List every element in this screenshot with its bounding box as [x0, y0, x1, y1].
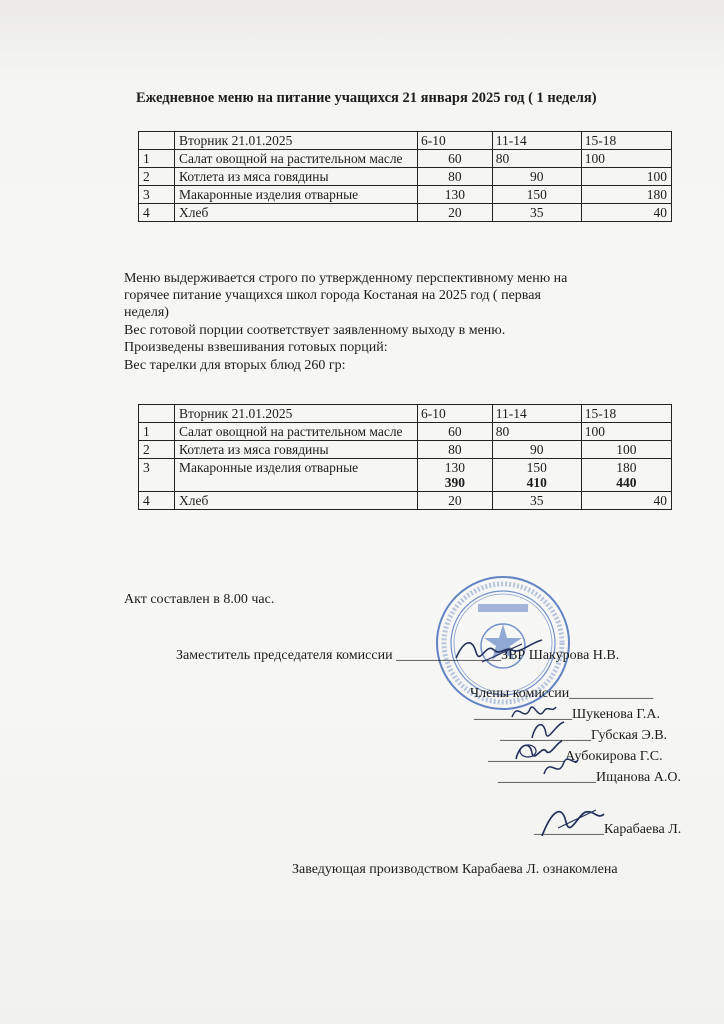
dish-name: Салат овощной на растительном масле [175, 423, 418, 441]
table-row [139, 423, 672, 441]
portion-11-14: 90 [492, 168, 581, 186]
row-number: 1 [139, 150, 175, 168]
member-signature [540, 752, 580, 782]
header-cell: Вторник 21.01.2025 [175, 132, 418, 150]
signature-line: _______________ [396, 648, 502, 663]
table-header-row [139, 132, 672, 150]
paragraph-line: Вес готовой порции соответствует заявленному выходу в меню. [124, 323, 506, 338]
member-name: Аубокирова Г.С. [565, 749, 663, 764]
table-header-row [139, 405, 672, 423]
signature-line: ______________ [474, 707, 572, 722]
portion-6-10 [418, 459, 493, 492]
paragraph-line: Вес тарелки для вторых блюд 260 гр: [124, 358, 346, 373]
members-label: Члены комиссии [470, 686, 570, 701]
portion-6-10: 80 [418, 168, 493, 186]
portion-15-18: 100 [581, 423, 671, 441]
members-row [470, 686, 653, 702]
member-row [498, 770, 681, 786]
row-number: 3 [139, 459, 175, 492]
portion-6-10: 60 [418, 423, 493, 441]
paragraph-line: горячее питание учащихся школ города Костаная на 2025 год ( первая [124, 288, 541, 303]
signature-line: ______________ [498, 770, 596, 785]
head-signature [538, 800, 608, 844]
portion-11-14 [492, 459, 581, 492]
portion-value: 130 [444, 460, 465, 475]
portion-15-18: 40 [581, 204, 671, 222]
portion-15-18: 100 [581, 441, 671, 459]
row-number: 2 [139, 441, 175, 459]
document-title: Ежедневное меню на питание учащихся 21 января 2025 год ( 1 неделя) [136, 90, 597, 106]
act-time: Акт составлен в 8.00 час. [124, 592, 275, 607]
deputy-role: Заместитель председателя комиссии [176, 648, 397, 663]
portion-11-14: 35 [492, 204, 581, 222]
table-row [139, 441, 672, 459]
header-cell [139, 405, 175, 423]
dish-name: Макаронные изделия отварные [175, 459, 418, 492]
portion-11-14: 150 [492, 186, 581, 204]
member-name: Ищанова А.О. [596, 770, 681, 785]
paragraph-line: Меню выдерживается строго по утвержденному перспективному меню на [124, 271, 568, 286]
portion-6-10: 20 [418, 492, 493, 510]
portion-6-10: 130 [418, 186, 493, 204]
header-cell: 15-18 [581, 405, 671, 423]
row-number: 1 [139, 423, 175, 441]
portion-value: 150 [526, 460, 547, 475]
weighed-value: 390 [444, 475, 465, 490]
member-name: Губская Э.В. [591, 728, 668, 743]
table-row [139, 204, 672, 222]
row-number: 3 [139, 186, 175, 204]
signature-line: ___________ [488, 749, 565, 764]
menu-table-weighed [138, 404, 672, 510]
signature-line: _____________ [500, 728, 591, 743]
portion-15-18: 180 [581, 186, 671, 204]
table-row [139, 186, 672, 204]
menu-table-planned [138, 131, 672, 222]
deputy-signature-row [176, 648, 619, 664]
portion-6-10: 80 [418, 441, 493, 459]
row-number: 4 [139, 492, 175, 510]
portion-value: 180 [616, 460, 637, 475]
dish-name: Котлета из мяса говядины [175, 441, 418, 459]
portion-11-14: 80 [492, 423, 581, 441]
portion-15-18 [581, 459, 671, 492]
dish-name: Макаронные изделия отварные [175, 186, 418, 204]
row-number: 4 [139, 204, 175, 222]
signature-line: __________ [534, 822, 604, 837]
dish-name: Салат овощной на растительном масле [175, 150, 418, 168]
header-cell: 11-14 [492, 132, 581, 150]
weighed-value: 410 [526, 475, 547, 490]
portion-11-14: 80 [492, 150, 581, 168]
portion-15-18: 100 [581, 168, 671, 186]
portion-11-14: 90 [492, 441, 581, 459]
table-row [139, 168, 672, 186]
deputy-signature [452, 632, 547, 668]
header-cell: Вторник 21.01.2025 [175, 405, 418, 423]
weighed-value: 440 [616, 475, 637, 490]
header-cell: 6-10 [418, 132, 493, 150]
production-head-acknowledgement: Заведующая производством Карабаева Л. ознакомлена [292, 862, 618, 877]
table-row [139, 150, 672, 168]
header-cell: 6-10 [418, 405, 493, 423]
dish-name: Хлеб [175, 204, 418, 222]
portion-6-10: 20 [418, 204, 493, 222]
portion-11-14: 35 [492, 492, 581, 510]
signature-line: ____________ [569, 686, 654, 701]
head-name: Карабаева Л. [604, 822, 682, 837]
table-row [139, 492, 672, 510]
paragraph-line: неделя) [124, 305, 169, 320]
paragraph-line: Произведены взвешивания готовых порций: [124, 340, 388, 355]
member-name: Шукенова Г.А. [572, 707, 661, 722]
header-cell [139, 132, 175, 150]
header-cell: 11-14 [492, 405, 581, 423]
dish-name: Котлета из мяса говядины [175, 168, 418, 186]
header-cell: 15-18 [581, 132, 671, 150]
portion-6-10: 60 [418, 150, 493, 168]
dish-name: Хлеб [175, 492, 418, 510]
row-number: 2 [139, 168, 175, 186]
table-row [139, 459, 672, 492]
portion-15-18: 100 [581, 150, 671, 168]
portion-15-18: 40 [581, 492, 671, 510]
deputy-name: ЗВР Шакурова Н.В. [501, 648, 620, 663]
